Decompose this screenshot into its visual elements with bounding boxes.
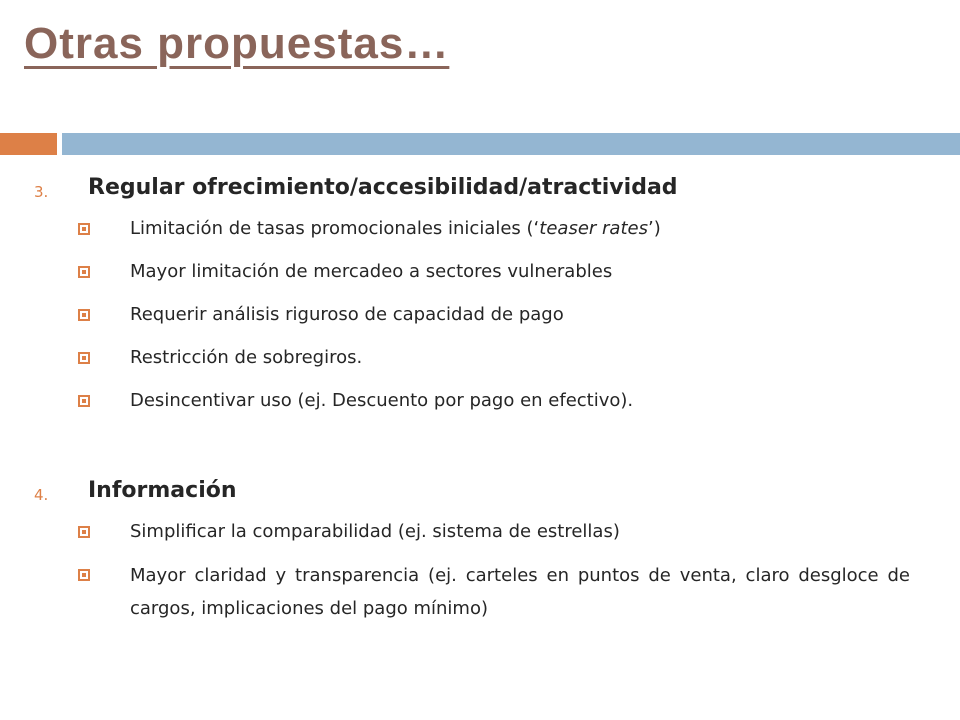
bullet-text-before: Limitación de tasas promocionales iniciales (‘ — [130, 218, 540, 239]
square-bullet-icon — [78, 526, 90, 538]
title-rule-bar — [62, 133, 960, 155]
bullet-text: Mayor claridad y transparencia (ej. carteles en puntos de venta, claro desgloce de cargos, implicaciones del pago mínimo) — [130, 565, 910, 619]
bullet-list — [34, 516, 914, 625]
list-item — [34, 516, 914, 547]
section-header — [34, 476, 914, 516]
section-number: 3. — [34, 183, 49, 201]
bullet-list — [34, 213, 914, 416]
square-bullet-icon — [78, 309, 90, 321]
list-item — [34, 256, 914, 287]
list-item — [34, 385, 914, 416]
section-regular-ofrecimiento — [34, 173, 914, 428]
bullet-text: Desincentivar uso (ej. Descuento por pago en efectivo). — [130, 390, 634, 411]
list-item — [34, 559, 910, 625]
square-bullet-icon — [78, 395, 90, 407]
square-bullet-icon — [78, 569, 90, 581]
bullet-text: Mayor limitación de mercadeo a sectores vulnerables — [130, 261, 613, 282]
square-bullet-icon — [78, 352, 90, 364]
list-item — [34, 342, 914, 373]
list-item — [34, 299, 914, 330]
bullet-text: Requerir análisis riguroso de capacidad de pago — [130, 304, 564, 325]
square-bullet-icon — [78, 266, 90, 278]
title-rule-accent — [0, 133, 57, 155]
bullet-text-after: ’) — [647, 218, 661, 239]
square-bullet-icon — [78, 223, 90, 235]
bullet-text: Restricción de sobregiros. — [130, 347, 363, 368]
bullet-text-italic: teaser rates — [539, 218, 648, 239]
section-heading: Regular ofrecimiento/accesibilidad/atractividad — [88, 175, 678, 200]
section-informacion — [34, 476, 914, 637]
list-item — [34, 213, 914, 244]
slide-title: Otras propuestas… — [24, 19, 450, 68]
section-header — [34, 173, 914, 213]
section-heading: Información — [88, 478, 237, 503]
section-number: 4. — [34, 486, 49, 504]
bullet-text: Simplificar la comparabilidad (ej. sistema de estrellas) — [130, 521, 620, 542]
